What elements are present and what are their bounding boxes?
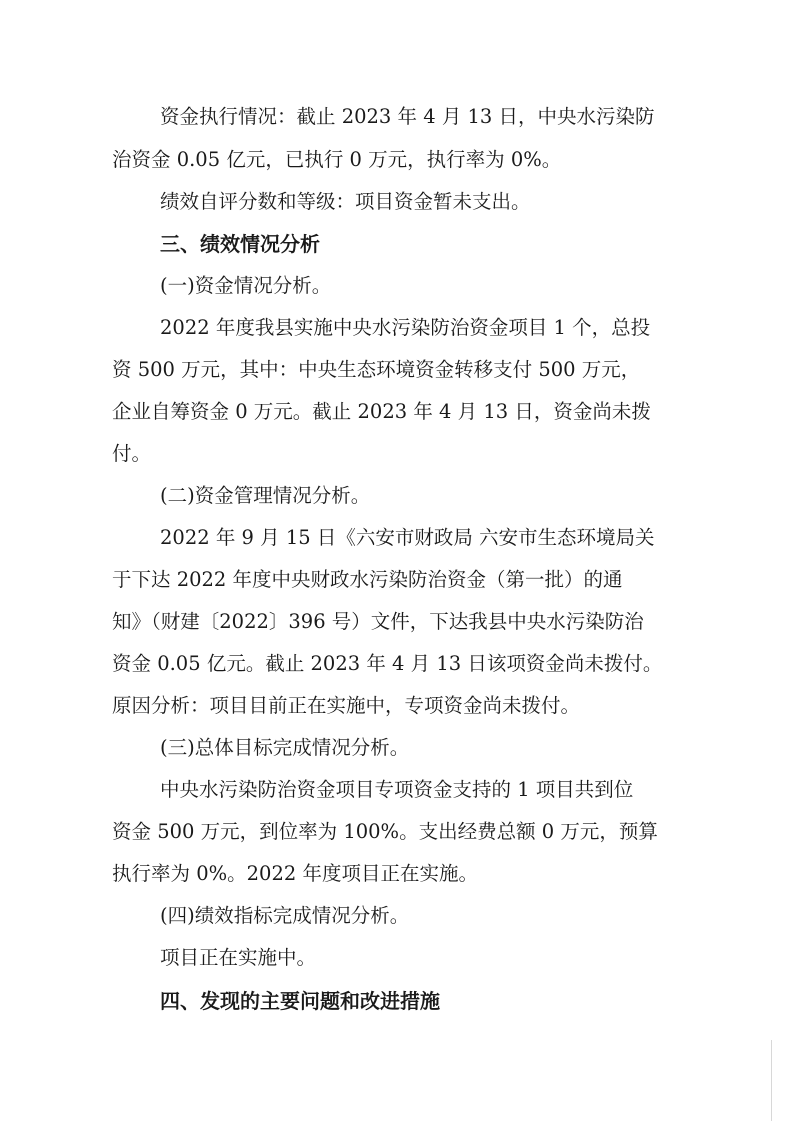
subheading-funds-analysis: (一)资金情况分析。 bbox=[160, 274, 332, 297]
heading-section-3: 三、绩效情况分析 bbox=[160, 232, 320, 256]
paragraph-indicators-line-1: 项目正在实施中。 bbox=[160, 946, 317, 969]
paragraph-management-line-4: 资金 0.05 亿元。截止 2023 年 4 月 13 日该项资金尚未拨付。 bbox=[112, 652, 663, 675]
paragraph-exec-line-1: 资金执行情况：截止 2023 年 4 月 13 日，中央水污染防 bbox=[160, 105, 655, 128]
paragraph-funds-line-2: 资 500 万元，其中：中央生态环境资金转移支付 500 万元， bbox=[112, 358, 641, 381]
paragraph-exec-line-2: 治资金 0.05 亿元，已执行 0 万元，执行率为 0%。 bbox=[112, 148, 562, 171]
subheading-funds-management: (二)资金管理情况分析。 bbox=[160, 484, 371, 507]
subheading-performance-indicators: (四)绩效指标完成情况分析。 bbox=[160, 904, 410, 927]
paragraph-score: 绩效自评分数和等级：项目资金暂未支出。 bbox=[160, 190, 531, 213]
paragraph-funds-line-3: 企业自筹资金 0 万元。截止 2023 年 4 月 13 日，资金尚未拨 bbox=[112, 400, 651, 423]
paragraph-goal-line-1: 中央水污染防治资金项目专项资金支持的 1 项目共到位 bbox=[160, 778, 634, 801]
paragraph-funds-line-4: 付。 bbox=[112, 442, 152, 465]
paragraph-goal-line-2: 资金 500 万元，到位率为 100%。支出经费总额 0 万元，预算 bbox=[112, 820, 658, 843]
paragraph-management-line-2: 于下达 2022 年度中央财政水污染防治资金（第一批）的通 bbox=[112, 568, 623, 591]
paragraph-management-line-3: 知》（财建〔2022〕396 号）文件，下达我县中央水污染防治 bbox=[112, 610, 644, 633]
paragraph-funds-line-1: 2022 年度我县实施中央水污染防治资金项目 1 个，总投 bbox=[160, 316, 651, 339]
paragraph-management-line-5: 原因分析：项目目前正在实施中，专项资金尚未拨付。 bbox=[112, 694, 581, 717]
paragraph-management-line-1: 2022 年 9 月 15 日《六安市财政局 六安市生态环境局关 bbox=[160, 526, 655, 549]
heading-section-4: 四、发现的主要问题和改进措施 bbox=[160, 989, 440, 1013]
subheading-overall-goal: (三)总体目标完成情况分析。 bbox=[160, 736, 410, 759]
scan-edge-mark bbox=[771, 1040, 772, 1121]
paragraph-goal-line-3: 执行率为 0%。2022 年度项目正在实施。 bbox=[112, 862, 478, 885]
